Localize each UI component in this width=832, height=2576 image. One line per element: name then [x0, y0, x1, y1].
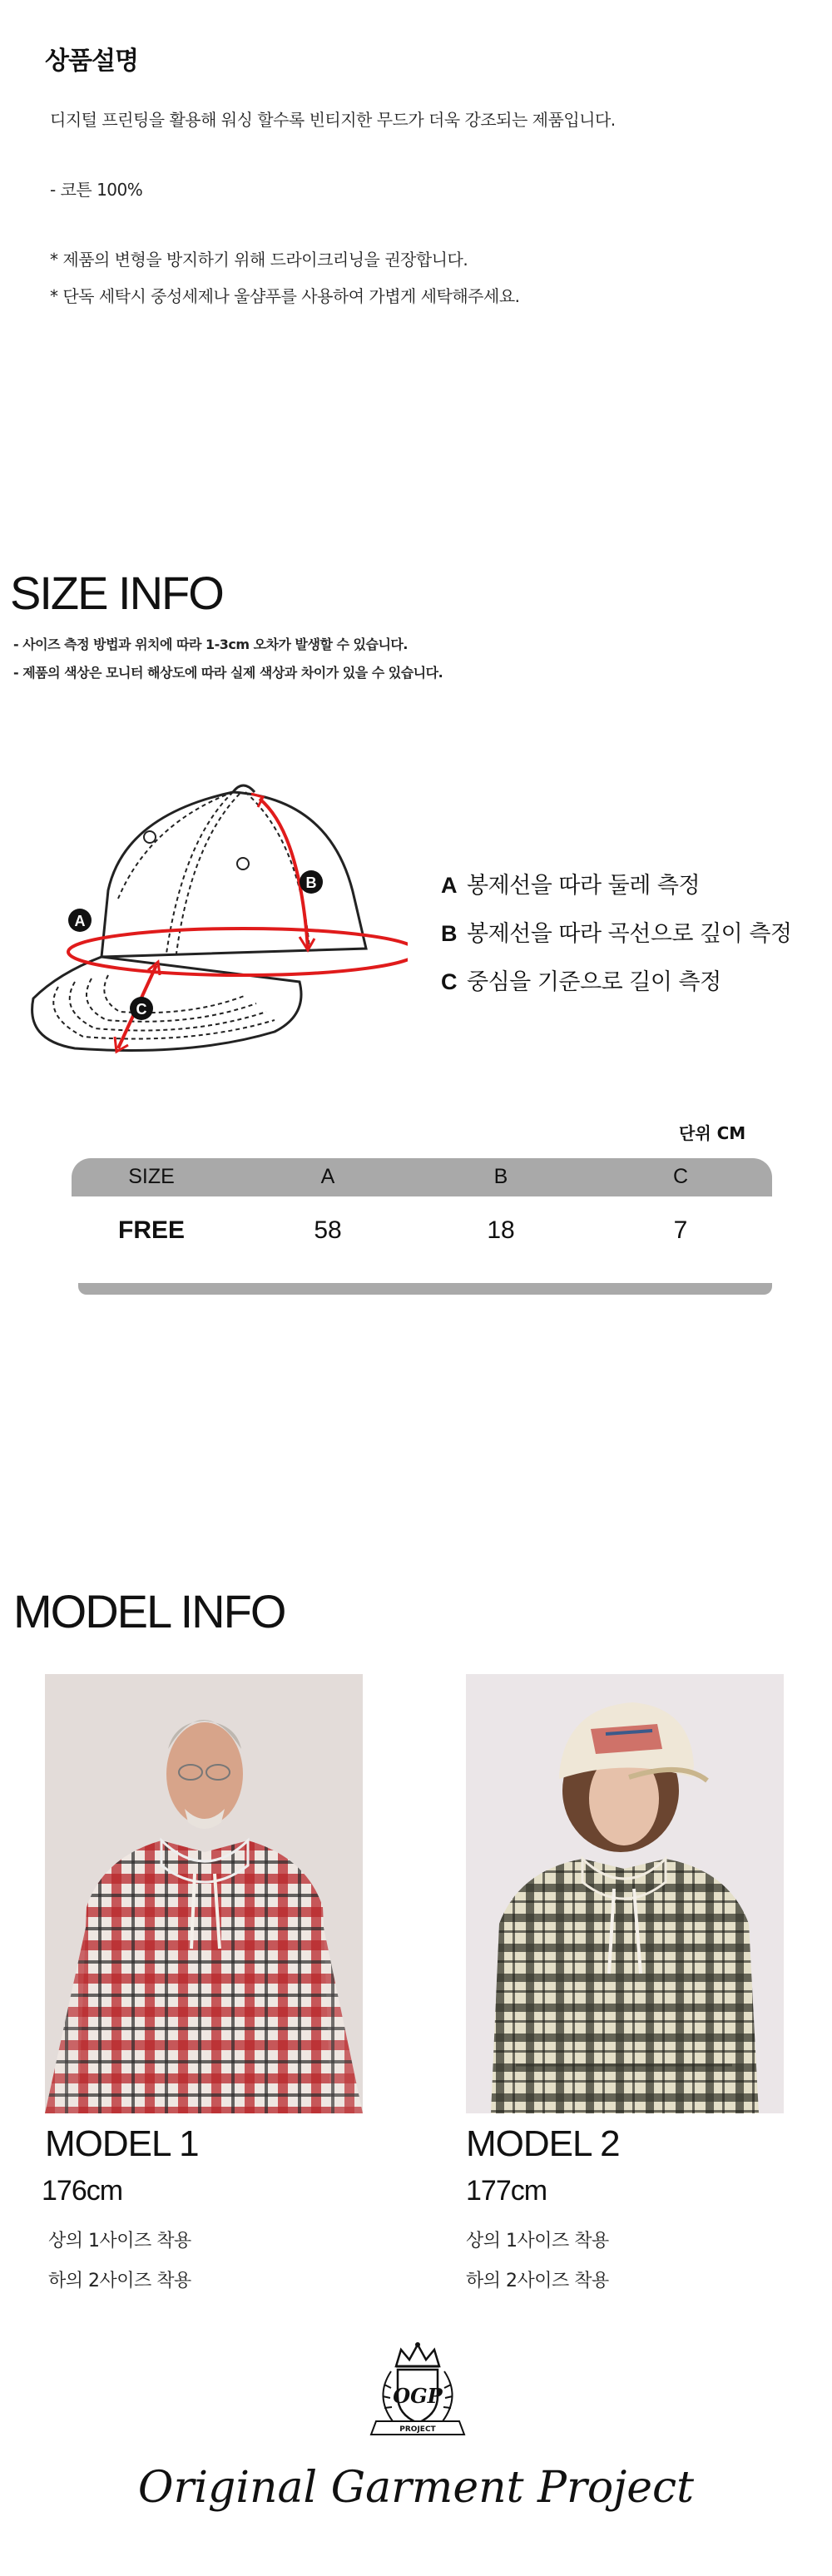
table-header-b: B	[493, 1165, 508, 1188]
description-material: - 코튼 100%	[50, 180, 143, 200]
table-header-band	[72, 1158, 772, 1196]
model-1-bottom-fit: 하의 2사이즈 착용	[48, 2271, 191, 2291]
legend-item-b	[441, 915, 791, 948]
model-2-top-fit: 상의 1사이즈 착용	[466, 2231, 609, 2252]
table-cell-size: FREE	[117, 1216, 186, 1244]
legend-key: C	[441, 969, 457, 994]
model-info-title: MODEL INFO	[13, 1585, 285, 1637]
svg-text:A: A	[74, 913, 86, 929]
brand-name: Original Garment Project	[137, 2463, 695, 2513]
model-2-name: MODEL 2	[466, 2123, 620, 2164]
table-header-c: C	[672, 1165, 689, 1188]
model-2-photo	[466, 1674, 784, 2113]
table-header-a: A	[320, 1165, 335, 1188]
size-note: - 제품의 색상은 모니터 해상도에 따라 실제 색상과 차이가 있을 수 있습니다.	[13, 665, 443, 681]
legend-item-c	[441, 964, 721, 996]
table-cell-c: 7	[673, 1216, 688, 1244]
description-title: 상품설명	[45, 47, 138, 76]
size-info-title: SIZE INFO	[10, 567, 223, 619]
model-1-photo	[45, 1674, 363, 2113]
brand-crest-logo	[359, 2338, 476, 2445]
table-cell-a: 58	[314, 1216, 342, 1244]
svg-text:PROJECT: PROJECT	[399, 2425, 436, 2434]
svg-text:C: C	[136, 1001, 147, 1018]
size-table	[72, 1158, 772, 1298]
cap-measurement-diagram	[25, 774, 408, 1057]
legend-text: 중심을 기준으로 길이 측정	[467, 969, 721, 995]
marker-b	[300, 870, 323, 894]
model-1-top-fit: 상의 1사이즈 착용	[48, 2231, 191, 2252]
model-1-name: MODEL 1	[45, 2123, 199, 2164]
marker-c	[130, 997, 153, 1020]
legend-key: A	[441, 873, 457, 898]
size-note: - 사이즈 측정 방법과 위치에 따라 1-3cm 오차가 발생할 수 있습니다.	[13, 637, 408, 652]
table-cell-b: 18	[487, 1216, 515, 1244]
svg-text:B: B	[305, 874, 317, 891]
care-note: * 단독 세탁시 중성세제나 울샴푸를 사용하여 가볍게 세탁해주세요.	[50, 286, 520, 306]
legend-key: B	[441, 921, 457, 946]
model-2-bottom-fit: 하의 2사이즈 착용	[466, 2271, 609, 2291]
model-2-height: 177cm	[466, 2175, 547, 2207]
table-footer-band	[78, 1283, 772, 1295]
legend-item-a	[441, 867, 700, 899]
marker-a	[68, 909, 92, 932]
table-header-size: SIZE	[128, 1165, 175, 1188]
care-note: * 제품의 변형을 방지하기 위해 드라이크리닝을 권장합니다.	[50, 250, 468, 270]
model-1-height: 176cm	[42, 2175, 123, 2207]
legend-text: 봉제선을 따라 둘레 측정	[467, 873, 701, 899]
description-line: 디지털 프린팅을 활용해 워싱 할수록 빈티지한 무드가 더욱 강조되는 제품입니다.	[50, 110, 616, 130]
legend-text: 봉제선을 따라 곡선으로 깊이 측정	[467, 921, 792, 947]
unit-label: 단위 CM	[679, 1123, 746, 1143]
svg-text:OGP: OGP	[393, 2384, 443, 2408]
